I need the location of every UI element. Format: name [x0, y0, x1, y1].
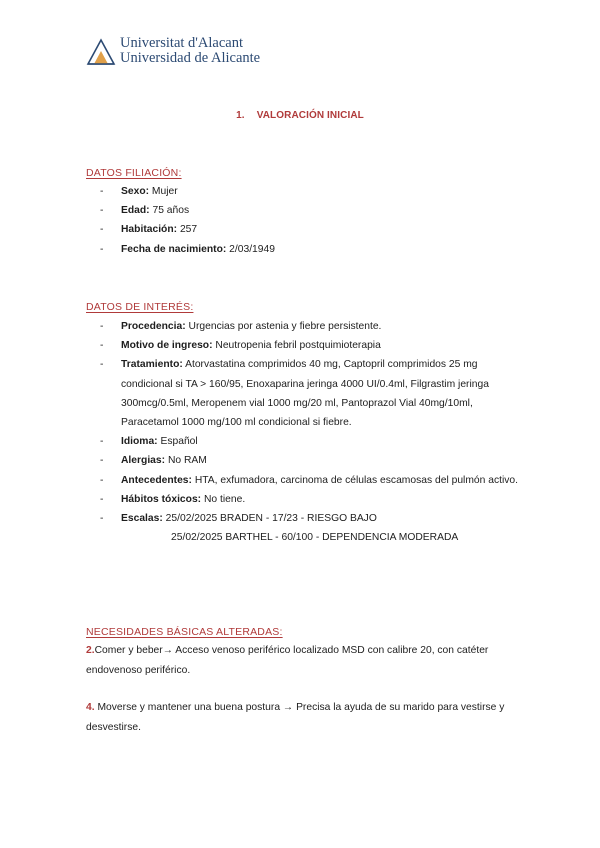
- list-item: - Motivo de ingreso: Neutropenia febril postquimioterapia: [100, 340, 381, 352]
- filiacion-list: [100, 182, 520, 259]
- need-item: [86, 641, 506, 680]
- logo-line-1: Universitat d'Alacant: [120, 35, 244, 51]
- section-heading-filiacion: DATOS FILIACIÓN:: [86, 167, 182, 179]
- need-item: [86, 698, 506, 737]
- need-number: 2.: [86, 645, 95, 656]
- escalas-line-2: 25/02/2025 BARTHEL - 60/100 - DEPENDENCIA MODERADA: [171, 532, 459, 544]
- need-text: Moverse y mantener una buena postura → Precisa la ayuda de su marido para vestirse y desvestirse.: [86, 702, 505, 733]
- list-item: - Tratamiento: Atorvastatina comprimidos 40 mg, Captopril comprimidos 25 mg condicional si TA > 160/95, Enoxaparina jeringa 4000 UI/0.4ml, Filgrastim jeringa 300mcg/0.5ml, Meropenem vial 1000 mg/20 ml, Pantoprazol Vial 40mg/10ml, Paracetamol 1000 mg/100 ml condicional si fiebre.: [100, 359, 489, 429]
- list-item: - Antecedentes: HTA, exfumadora, carcinoma de células escamosas del pulmón activo.: [100, 474, 518, 486]
- list-item: - Alergias: No RAM: [100, 455, 207, 467]
- interes-list: [100, 317, 520, 547]
- list-item: - Fecha de nacimiento: 2/03/1949: [100, 243, 275, 255]
- list-item: - Hábitos tóxicos: No tiene.: [100, 493, 246, 505]
- list-item: - Edad: 75 años: [100, 205, 190, 217]
- section-heading-necesidades: NECESIDADES BÁSICAS ALTERADAS:: [86, 626, 283, 638]
- page-title: [0, 110, 600, 121]
- need-number: 4.: [86, 702, 95, 713]
- title-text: VALORACIÓN INICIAL: [256, 110, 364, 121]
- list-item: - Habitación: 257: [100, 224, 198, 236]
- list-item: - Idioma: Español: [100, 436, 198, 448]
- list-item: - Sexo: Mujer: [100, 186, 178, 197]
- logo-line-2: Universidad de Alicante: [120, 50, 261, 66]
- logo-text: [120, 36, 260, 66]
- list-item-escalas: - Escalas: 25/02/2025 BRADEN - 17/23 - RIESGO BAJO 25/02/2025 BARTHEL - 60/100 - DEPENDENCIA MODERADA: [100, 509, 520, 547]
- section-heading-interes: DATOS DE INTERÉS:: [86, 301, 194, 313]
- list-item: - Procedencia: Urgencias por astenia y fiebre persistente.: [100, 321, 382, 332]
- university-logo: [86, 36, 260, 66]
- university-logo-icon: [86, 36, 116, 66]
- title-number: 1.: [236, 110, 245, 121]
- need-text: Comer y beber→ Acceso venoso periférico localizado MSD con calibre 20, con catéter endovenoso periférico.: [86, 645, 489, 676]
